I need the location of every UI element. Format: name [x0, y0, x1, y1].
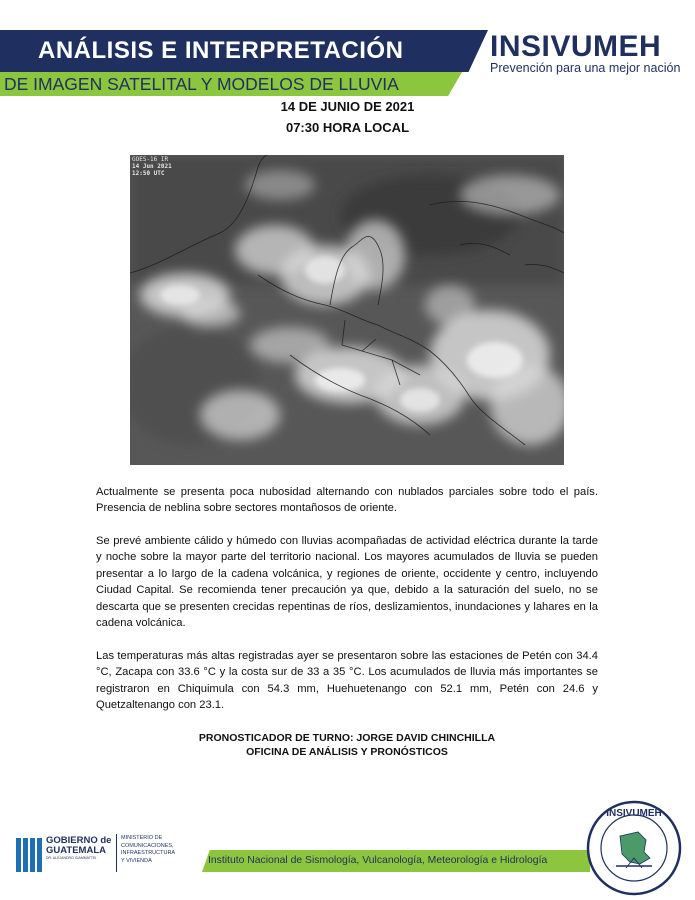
- forecaster-signature: PRONOSTICADOR DE TURNO: JORGE DAVID CHINCHILLA: [198, 732, 496, 744]
- satellite-caption-source: GOES-16 IR: [132, 156, 169, 163]
- satellite-caption-date: 14 Jun 2021: [132, 163, 172, 170]
- office-name: OFICINA DE ANÁLISIS Y PRONÓSTICOS: [246, 746, 448, 758]
- seal-label: INSIVUMEH: [606, 808, 662, 819]
- ministry-line-2: COMUNICACIONES,: [121, 842, 174, 849]
- paragraph-cloud-conditions: Actualmente se presenta poca nubosidad alternando con nublados parciales sobre todo el país. Presencia de neblina sobre sectores montañosos de oriente.: [96, 486, 598, 515]
- satellite-caption-time: 12:50 UTC: [132, 170, 165, 177]
- ministry-line-4: Y VIVIENDA: [121, 857, 152, 864]
- ministry-divider: [116, 834, 117, 872]
- government-text: [46, 836, 126, 861]
- ministry-line-1: MINISTERIO DE: [121, 835, 163, 841]
- paragraph-observations: Las temperaturas más altas registradas ayer se presentaron sobre las estaciones de Petén con 34.4 °C, Zacapa con 33.6 °C y la costa sur de 33 a 35 °C. Los acumulados de lluvia más importantes se registraron en Chiquimula con 54.3 mm, Huehuetenango con 52.1 mm, Petén con 24.6 y Quetzaltenango con 23.1.: [96, 650, 598, 712]
- logo-tagline: Prevención para una mejor nación: [490, 61, 681, 75]
- report-date: 14 DE JUNIO DE 2021: [280, 99, 415, 114]
- gob-line-1: GOBIERNO de: [46, 835, 112, 846]
- institute-name: Instituto Nacional de Sismología, Vulcanología, Meteorología e Hidrología: [208, 855, 548, 866]
- guatemala-flag-icon: [16, 838, 42, 872]
- insivumeh-logo: INSIVUMEH: [490, 30, 662, 63]
- satellite-caption: [132, 156, 172, 177]
- satellite-image: [130, 155, 564, 465]
- ministry-text: [121, 835, 211, 865]
- page-title: ANÁLISIS E INTERPRETACIÓN: [38, 37, 404, 64]
- insivumeh-seal-icon: [586, 800, 682, 896]
- paragraph-forecast: Se prevé ambiente cálido y húmedo con lluvias acompañadas de actividad eléctrica durante la tarde y noche sobre la mayor parte del territorio nacional. Los mayores acumulados de lluvia se pueden presentar a lo largo de la cadena volcánica, y regiones de oriente, occidente y centro, incluyendo Ciudad Capital. Se recomienda tener precaución ya que, debido a la saturación del suelo, no se descarta que se presenten crecidas repentinas de ríos, deslizamientos, inundaciones y lahares en la cadena volcánica.: [96, 535, 598, 630]
- ministry-line-3: INFRAESTRUCTURA: [121, 850, 176, 856]
- gob-line-3: DR. ALEJANDRO GIAMMATTEI: [46, 856, 97, 860]
- gob-line-2: GUATEMALA: [46, 845, 106, 856]
- page-subtitle: DE IMAGEN SATELITAL Y MODELOS DE LLUVIA: [4, 74, 399, 94]
- government-logo: [16, 834, 206, 874]
- report-time: 07:30 HORA LOCAL: [285, 120, 410, 135]
- satellite-map-graphic: [130, 155, 564, 465]
